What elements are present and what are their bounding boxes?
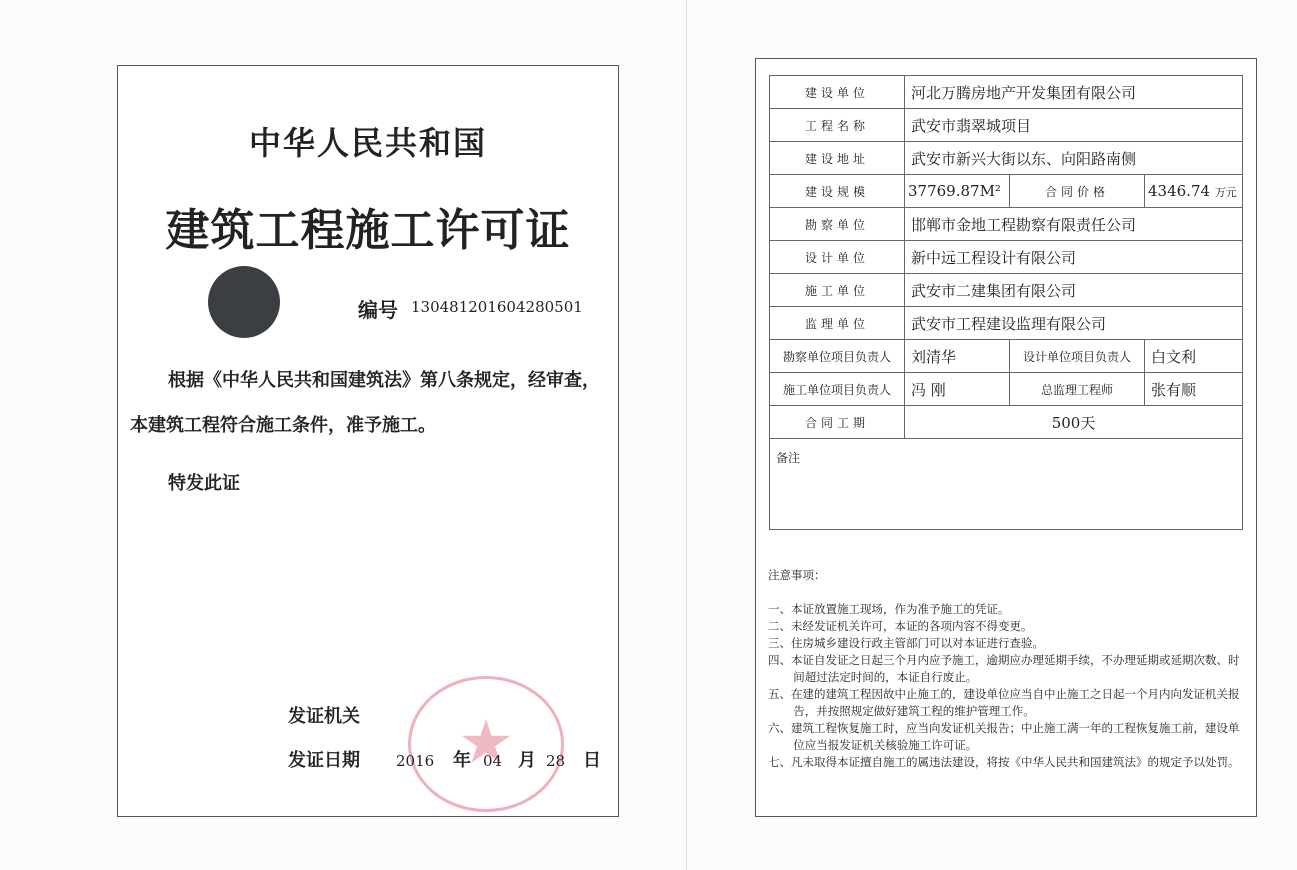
emblem-seal-icon — [208, 266, 280, 338]
note-item: 七、凡未取得本证擅自施工的属违法建设，将按《中华人民共和国建筑法》的规定予以处罚。 — [768, 755, 1240, 769]
issuer-label: 发证机关 — [288, 706, 360, 727]
table-row — [770, 274, 1243, 307]
row-label: 建设单位 — [770, 76, 905, 109]
row-value: 武安市工程建设监理有限公司 — [905, 307, 1243, 340]
row-label: 监理单位 — [770, 307, 905, 340]
note-item: 二、未经发证机关许可，本证的各项内容不得变更。 — [768, 619, 1033, 633]
row-label: 设计单位 — [770, 241, 905, 274]
notes-title: 注意事项： — [768, 568, 826, 582]
table-row — [770, 208, 1243, 241]
scale-label: 建设规模 — [770, 175, 905, 208]
design-lead: 白文利 — [1145, 340, 1243, 373]
survey-lead-label: 勘察单位项目负责人 — [770, 340, 905, 373]
table-row — [770, 175, 1243, 208]
row-value: 河北万腾房地产开发集团有限公司 — [905, 76, 1243, 109]
price-label: 合同价格 — [1010, 175, 1145, 208]
design-lead-label: 设计单位项目负责人 — [1010, 340, 1145, 373]
price-value: 4346.74 — [1148, 182, 1211, 200]
duration-label: 合同工期 — [770, 406, 905, 439]
table-row — [770, 373, 1243, 406]
issue-month: 04 — [483, 752, 503, 770]
row-value: 武安市二建集团有限公司 — [905, 274, 1243, 307]
table-row — [770, 76, 1243, 109]
table-row — [770, 307, 1243, 340]
row-value: 新中远工程设计有限公司 — [905, 241, 1243, 274]
issue-year: 2016 — [396, 752, 435, 770]
price-cell — [1145, 175, 1243, 208]
row-label: 工程名称 — [770, 109, 905, 142]
issue-day: 28 — [546, 752, 566, 770]
year-unit: 年 — [453, 750, 471, 771]
paragraph-3: 特发此证 — [168, 473, 240, 494]
price-unit: 万元 — [1214, 186, 1237, 199]
row-label: 建设地址 — [770, 142, 905, 175]
chief-supervisor: 张有顺 — [1145, 373, 1243, 406]
date-label: 发证日期 — [288, 750, 360, 771]
permit-details-page — [755, 58, 1257, 817]
table-row — [770, 406, 1243, 439]
note-item: 五、在建的建筑工程因故中止施工的，建设单位应当自中止施工之日起一个月内向发证机关报告，并按照规定做好建筑工程的维护管理工作。 — [768, 687, 1240, 718]
project-details-table — [769, 75, 1243, 530]
row-value: 邯郸市金地工程勘察有限责任公司 — [905, 208, 1243, 241]
note-item: 一、本证放置施工现场，作为准予施工的凭证。 — [768, 602, 1010, 616]
notes-section — [768, 567, 1246, 771]
construct-lead-label: 施工单位项目负责人 — [770, 373, 905, 406]
row-label: 勘察单位 — [770, 208, 905, 241]
note-item: 三、住房城乡建设行政主管部门可以对本证进行查验。 — [768, 636, 1044, 650]
construct-lead: 冯 刚 — [905, 373, 1010, 406]
row-value: 武安市新兴大街以东、向阳路南侧 — [905, 142, 1243, 175]
row-value: 武安市翡翠城项目 — [905, 109, 1243, 142]
note-item: 六、建筑工程恢复施工时，应当向发证机关报告；中止施工满一年的工程恢复施工前，建设单位应当报发证机关核验施工许可证。 — [768, 721, 1240, 752]
table-row — [770, 142, 1243, 175]
country-heading: 中华人民共和国 — [248, 124, 487, 162]
scale-value: 37769.87M² — [905, 175, 1010, 208]
remarks-label: 备注 — [770, 439, 1243, 530]
table-row — [770, 439, 1243, 530]
paragraph-2: 本建筑工程符合施工条件，准予施工。 — [130, 415, 436, 436]
chief-supervisor-label: 总监理工程师 — [1010, 373, 1145, 406]
table-row — [770, 109, 1243, 142]
page-fold — [686, 0, 687, 870]
survey-lead: 刘清华 — [905, 340, 1010, 373]
duration-value: 500天 — [905, 406, 1243, 439]
official-stamp-icon — [408, 676, 564, 812]
day-unit: 日 — [583, 750, 601, 771]
permit-front-page — [117, 65, 619, 817]
note-item: 四、本证自发证之日起三个月内应予施工，逾期应办理延期手续，不办理延期或延期次数、时间超过法定时间的，本证自行废止。 — [768, 653, 1240, 684]
month-unit: 月 — [518, 750, 536, 771]
row-label: 施工单位 — [770, 274, 905, 307]
permit-number: 130481201604280501 — [411, 298, 583, 316]
permit-title: 建筑工程施工许可证 — [165, 205, 571, 256]
number-label: 编号 — [358, 298, 398, 322]
paragraph-1: 根据《中华人民共和国建筑法》第八条规定，经审查， — [168, 370, 600, 391]
table-row — [770, 241, 1243, 274]
table-row — [770, 340, 1243, 373]
